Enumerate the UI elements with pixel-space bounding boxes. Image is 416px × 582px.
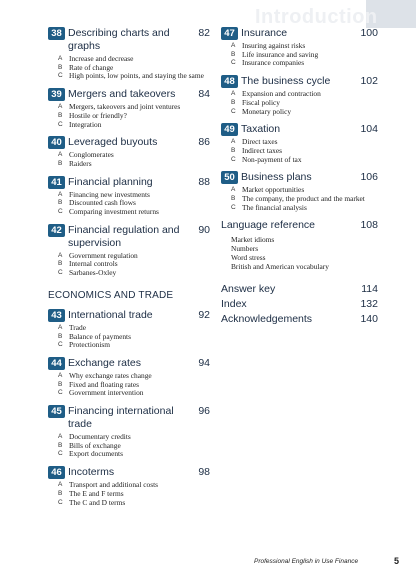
subtopic-item: [231, 156, 378, 165]
back-matter-entry[interactable]: [221, 313, 378, 326]
unit-entry: [48, 27, 210, 81]
unit-title: The business cycle: [241, 75, 331, 88]
unit-title: Exchange rates: [68, 356, 141, 369]
subtopic-text: Insurance companies: [242, 58, 305, 68]
unit-number-badge: 43: [48, 309, 65, 322]
subtopic-item: [58, 341, 210, 350]
unit-subtopics: [48, 372, 210, 398]
unit-subtopics: [221, 138, 378, 164]
subtopic-letter: B: [58, 489, 63, 497]
unit-subtopics: [48, 103, 210, 129]
unit-entry: [221, 27, 378, 68]
unit-entry: [48, 357, 210, 398]
back-matter-entry[interactable]: [221, 298, 378, 311]
subtopic-letter: A: [58, 151, 63, 159]
unit-heading[interactable]: [48, 27, 210, 53]
subtopic-text: Bills of exchange: [69, 440, 121, 450]
unit-number-badge: 44: [48, 357, 65, 370]
background-introduction-title: Introduction: [255, 6, 378, 28]
unit-number-badge: 41: [48, 176, 65, 189]
unit-entry: [48, 176, 210, 217]
back-matter-entries: [221, 283, 378, 326]
subtopic-text: Insuring against risks: [242, 41, 306, 50]
subtopic-text: Export documents: [69, 449, 123, 459]
subtopic-letter: C: [58, 498, 63, 506]
unit-entry: [221, 123, 378, 164]
unit-title: Leveraged buyouts: [68, 136, 158, 149]
unit-title: Insurance: [241, 27, 288, 39]
subtopic-letter: A: [58, 251, 63, 259]
unit-number-badge: 42: [48, 224, 65, 237]
subtopic-letter: B: [58, 332, 63, 340]
subtopic-item: [231, 108, 378, 117]
section-heading-economics: ECONOMICS AND TRADE: [48, 289, 174, 301]
subtopic-text: Transport and additional costs: [69, 480, 159, 490]
subtopic-letter: C: [231, 155, 236, 163]
subtopic-letter: A: [58, 103, 63, 111]
back-matter-title: Index: [221, 298, 247, 311]
unit-subtopics: [48, 55, 210, 81]
unit-number-badge: 47: [221, 27, 238, 40]
language-reference-items: [231, 235, 378, 271]
subtopic-letter: B: [58, 111, 63, 119]
subtopic-text: Fiscal policy: [242, 97, 280, 107]
subtopic-letter: A: [231, 138, 236, 146]
subtopic-text: Direct taxes: [242, 137, 278, 147]
subtopic-text: Trade: [69, 322, 86, 332]
subtopic-text: Hostile or friendly?: [69, 110, 127, 120]
unit-heading[interactable]: [221, 75, 378, 88]
unit-title: International trade: [68, 308, 153, 321]
unit-page-number: 92: [198, 308, 210, 321]
unit-heading[interactable]: [221, 171, 378, 184]
subtopic-text: Balance of payments: [69, 331, 131, 341]
subtopic-text: Expansion and contraction: [242, 89, 321, 99]
subtopic-text: Comparing investment returns: [69, 207, 159, 217]
unit-heading[interactable]: [48, 466, 210, 479]
subtopic-text: Financing new investments: [69, 189, 150, 199]
subtopic-item: [58, 72, 210, 81]
unit-title: Business plans: [241, 171, 312, 184]
subtopic-text: Life insurance and saving: [242, 49, 319, 59]
unit-number-badge: 40: [48, 136, 65, 149]
subtopic-text: Fixed and floating rates: [69, 379, 139, 389]
unit-subtopics: [48, 252, 210, 278]
unit-number-badge: 45: [48, 405, 65, 418]
language-reference-title: Language reference: [221, 219, 315, 232]
subtopic-item: [58, 208, 210, 217]
unit-page-number: 100: [360, 27, 378, 39]
unit-page-number: 106: [360, 171, 378, 184]
subtopic-letter: C: [58, 120, 63, 128]
subtopic-text: Non-payment of tax: [242, 154, 302, 164]
subtopic-letter: A: [58, 55, 63, 62]
unit-number-badge: 48: [221, 75, 238, 88]
unit-subtopics: [221, 186, 378, 212]
subtopic-letter: C: [58, 389, 63, 397]
unit-page-number: 90: [198, 223, 210, 236]
language-reference-item: Numbers: [231, 244, 259, 254]
subtopic-letter: C: [58, 450, 63, 458]
unit-subtopics: [48, 481, 210, 507]
unit-page-number: 94: [198, 356, 210, 369]
language-reference-item: Word stress: [231, 253, 266, 263]
subtopic-text: Increase and decrease: [69, 54, 134, 63]
unit-heading[interactable]: [48, 176, 210, 189]
unit-subtopics: [221, 42, 378, 68]
subtopic-item: [58, 160, 210, 169]
subtopic-text: Sarbanes-Oxley: [69, 268, 117, 278]
subtopic-letter: C: [231, 203, 236, 211]
subtopic-letter: B: [58, 63, 63, 71]
back-matter-title: Answer key: [221, 283, 276, 296]
unit-entry: [48, 309, 210, 350]
unit-page-number: 104: [360, 123, 378, 136]
unit-page-number: 86: [198, 136, 210, 149]
unit-heading[interactable]: [48, 136, 210, 149]
unit-page-number: 84: [198, 88, 210, 101]
unit-number-badge: 38: [48, 27, 65, 40]
subtopic-text: High points, low points, and staying the same: [69, 71, 204, 81]
unit-entry: [48, 136, 210, 168]
subtopic-letter: B: [231, 146, 236, 154]
unit-page-number: 88: [198, 175, 210, 188]
subtopic-text: Monetary policy: [242, 106, 292, 116]
subtopic-item: [58, 389, 210, 398]
subtopic-letter: B: [58, 159, 63, 167]
subtopic-text: Rate of change: [69, 62, 114, 72]
subtopic-item: [231, 204, 378, 213]
subtopic-item: [58, 269, 210, 278]
unit-title: Incoterms: [68, 466, 115, 479]
subtopic-letter: C: [231, 59, 236, 67]
subtopic-letter: C: [58, 72, 63, 80]
unit-subtopics: [48, 324, 210, 350]
subtopic-text: The E and F terms: [69, 488, 124, 498]
subtopic-text: Internal controls: [69, 259, 118, 269]
subtopic-text: The financial analysis: [242, 202, 307, 212]
contents-left-column: [48, 27, 210, 514]
unit-heading[interactable]: [221, 27, 378, 40]
subtopic-text: Integration: [69, 119, 102, 129]
unit-heading[interactable]: [48, 309, 210, 322]
subtopic-letter: C: [58, 208, 63, 216]
unit-page-number: 96: [198, 405, 210, 418]
unit-heading[interactable]: [48, 405, 210, 431]
unit-entry: [48, 88, 210, 129]
subtopic-item: [231, 59, 378, 68]
subtopic-letter: B: [231, 195, 236, 203]
back-matter-title: Acknowledgements: [221, 313, 313, 326]
unit-list-economics: [48, 309, 210, 507]
back-matter-page: 132: [360, 298, 378, 311]
unit-page-number: 102: [360, 75, 378, 88]
back-matter-page: 114: [361, 283, 378, 296]
subtopic-text: Raiders: [69, 158, 92, 168]
subtopic-letter: B: [231, 50, 236, 58]
subtopic-letter: A: [58, 371, 63, 379]
subtopic-letter: B: [58, 380, 63, 388]
subtopic-letter: A: [58, 190, 63, 198]
language-reference-item: British and American vocabulary: [231, 262, 329, 272]
subtopic-text: Market opportunities: [242, 185, 305, 195]
subtopic-item: [58, 499, 210, 508]
subtopic-letter: A: [231, 186, 236, 194]
subtopic-text: Why exchange rates change: [69, 370, 152, 380]
language-reference-page: 108: [360, 219, 378, 232]
unit-heading[interactable]: [48, 224, 210, 250]
contents-right-column: [221, 27, 378, 328]
subtopic-letter: C: [58, 341, 63, 349]
unit-page-number: 98: [198, 466, 210, 479]
back-matter-entry[interactable]: [221, 283, 378, 296]
footer-book-title: Professional English in Use Finance: [254, 558, 359, 565]
unit-subtopics: [221, 90, 378, 116]
unit-title: Taxation: [241, 123, 281, 136]
subtopic-text: Government regulation: [69, 250, 138, 260]
unit-list-finance: [48, 27, 210, 278]
unit-page-number: 82: [198, 27, 210, 39]
subtopic-letter: A: [58, 433, 63, 441]
footer-page-number: 5: [394, 556, 400, 566]
subtopic-letter: A: [58, 481, 63, 489]
unit-number-badge: 39: [48, 88, 65, 101]
unit-heading[interactable]: [221, 123, 378, 136]
unit-number-badge: 50: [221, 171, 238, 184]
unit-subtopics: [48, 433, 210, 459]
unit-heading[interactable]: [48, 88, 210, 101]
subtopic-letter: C: [231, 107, 236, 115]
subtopic-letter: B: [58, 199, 63, 207]
unit-heading[interactable]: [48, 357, 210, 370]
subtopic-text: Protectionism: [69, 340, 111, 350]
subtopic-item: [58, 450, 210, 459]
unit-title: Financial regulation and supervision: [68, 223, 180, 249]
subtopic-text: Mergers, takeovers and joint ventures: [69, 102, 181, 112]
subtopic-text: Government intervention: [69, 388, 144, 398]
unit-title: Financing international trade: [68, 405, 174, 431]
unit-number-badge: 49: [221, 123, 238, 136]
subtopic-letter: C: [58, 269, 63, 277]
unit-entry: [48, 466, 210, 507]
subtopic-text: The company, the product and the market: [242, 194, 365, 204]
unit-entry: [221, 75, 378, 116]
unit-subtopics: [48, 151, 210, 168]
unit-list-right: [221, 27, 378, 212]
subtopic-text: Documentary credits: [69, 432, 131, 442]
unit-subtopics: [48, 191, 210, 217]
subtopic-text: Conglomerates: [69, 150, 114, 160]
subtopic-text: Discounted cash flows: [69, 198, 136, 208]
subtopic-letter: A: [231, 42, 236, 49]
unit-title: Describing charts and graphs: [68, 27, 170, 52]
subtopic-letter: B: [231, 98, 236, 106]
language-reference-item: Market idioms: [231, 235, 275, 245]
back-matter-page: 140: [360, 313, 378, 326]
subtopic-item: [58, 121, 210, 130]
unit-number-badge: 46: [48, 466, 65, 479]
subtopic-letter: B: [58, 441, 63, 449]
unit-title: Mergers and takeovers: [68, 88, 176, 101]
unit-entry: [221, 171, 378, 212]
language-reference-entry[interactable]: [221, 219, 378, 232]
subtopic-letter: A: [231, 90, 236, 98]
subtopic-text: Indirect taxes: [242, 145, 283, 155]
unit-entry: [48, 224, 210, 278]
unit-entry: [48, 405, 210, 459]
unit-title: Financial planning: [68, 175, 153, 188]
subtopic-letter: B: [58, 260, 63, 268]
subtopic-letter: A: [58, 323, 63, 331]
subtopic-text: The C and D terms: [69, 497, 126, 507]
